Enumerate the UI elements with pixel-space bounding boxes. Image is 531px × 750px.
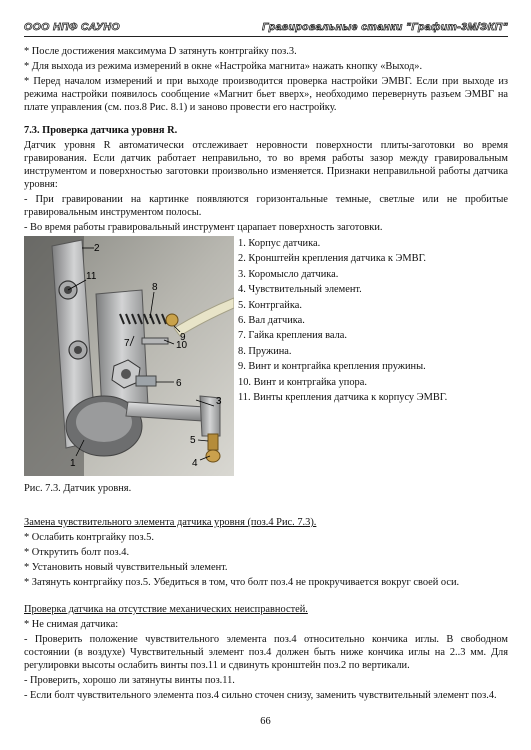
legend-item: 4. Чувствительный элемент.: [238, 284, 362, 296]
intro-paragraph-1: * После достижения максимума D затянуть контргайку поз.3.: [24, 46, 297, 57]
section-paragraph-1: Датчик уровня R автоматически отслеживает неровности поверхности плиты-заготовки во время гравирования. Если датчик работает неправильно, то во время работы зазор между гравировальным инструментом и поверхностью заготовки произвольно изменяется. Признаки неправильной работы датчика уровня:: [24, 140, 508, 190]
callout-11: 11: [86, 271, 97, 282]
sensor-photo: [24, 236, 234, 476]
page-content: [24, 45, 508, 704]
callout-3: 3: [216, 396, 222, 407]
callout-5: 5: [190, 435, 196, 446]
legend-item: 3. Коромысло датчика.: [238, 268, 339, 280]
intro-paragraph-2: * Для выхода из режима измерений в окне «Настройка магнита» нажать кнопку «Выход».: [24, 61, 423, 72]
callout-1: 1: [70, 458, 76, 469]
callout-10: 10: [176, 340, 188, 351]
callout-4: 4: [192, 458, 198, 469]
figure-block: [24, 236, 508, 508]
sensor-photo-illustration: [24, 236, 234, 476]
callout-2: 2: [94, 243, 100, 254]
legend-item: 5. Контргайка.: [238, 299, 302, 311]
intro-paragraph-3: * Перед началом измерений и при выходе производится проверка настройки ЭМВГ. Если при выходе из режима настройки появилось сообщение «Магнит бьет вверх», необходимо перевернуть разъем ЭМВГ на плате управления (см. поз.8 Рис. 8.1) и заново провести его настройку.: [24, 76, 508, 113]
legend-item: 7. Гайка крепления вала.: [238, 330, 347, 342]
check-title: Проверка датчика на отсутствие механических неисправностей.: [24, 604, 308, 615]
replace-item: * Установить новый чувствительный элемент.: [24, 562, 228, 573]
check-item: * Не снимая датчика:: [24, 619, 119, 630]
page-number: 66: [260, 716, 271, 727]
check-item: - Если болт чувствительного элемента поз.4 сильно сточен снизу, заменить чувствительный элемент поз.4.: [24, 690, 497, 701]
legend-item: 1. Корпус датчика.: [238, 238, 321, 249]
legend-item: 6. Вал датчика.: [238, 315, 305, 327]
replace-item: * Открутить болт поз.4.: [24, 547, 130, 558]
section-title: 7.3. Проверка датчика уровня R.: [24, 125, 178, 136]
header-company: ООО НПФ САУНО: [24, 21, 120, 33]
legend-item: 10. Винт и контргайка упора.: [238, 376, 367, 388]
figure-legend: [238, 236, 508, 405]
header-product: Гравировальные станки "Графит-3М/ЭКП": [262, 21, 508, 33]
callout-7: 7: [124, 338, 130, 349]
replace-title: Замена чувствительного элемента датчика уровня (поз.4 Рис. 7.3).: [24, 517, 317, 528]
legend-item: 2. Кронштейн крепления датчика к ЭМВГ.: [238, 253, 427, 265]
figure-caption: Рис. 7.3. Датчик уровня.: [24, 483, 132, 494]
section-paragraph-3: - Во время работы гравировальный инструмент царапает поверхность заготовки.: [24, 222, 383, 233]
legend-item: 8. Пружина.: [238, 345, 292, 357]
check-item: - Проверить, хорошо ли затянуты винты поз.11.: [24, 675, 235, 686]
replace-item: * Ослабить контргайку поз.5.: [24, 532, 154, 543]
callout-8: 8: [152, 282, 158, 293]
section-paragraph-2: - При гравировании на картинке появляются горизонтальные темные, светлые или не пробитые гравировальным инструментом полосы.: [24, 194, 508, 218]
callout-9: 9: [180, 332, 186, 343]
legend-item: 11. Винты крепления датчика к корпусу ЭМВГ.: [238, 392, 448, 404]
page-header: [24, 22, 508, 37]
replace-item: * Затянуть контргайку поз.5. Убедиться в том, что болт поз.4 не прокручивается вокруг своей оси.: [24, 577, 460, 588]
callout-6: 6: [176, 378, 182, 389]
legend-item: 9. Винт и контргайка крепления пружины.: [238, 361, 426, 373]
check-item: - Проверить положение чувствительного элемента поз.4 относительно кончика иглы. В свободном состоянии (в воздухе) Чувствительный элемент поз.4 должен быть ниже кончика иглы на 2..3 мм. Для регулировки высоты ослабить винты поз.11 и сдвинуть кронштейн поз.2 по вертикали.: [24, 634, 508, 671]
